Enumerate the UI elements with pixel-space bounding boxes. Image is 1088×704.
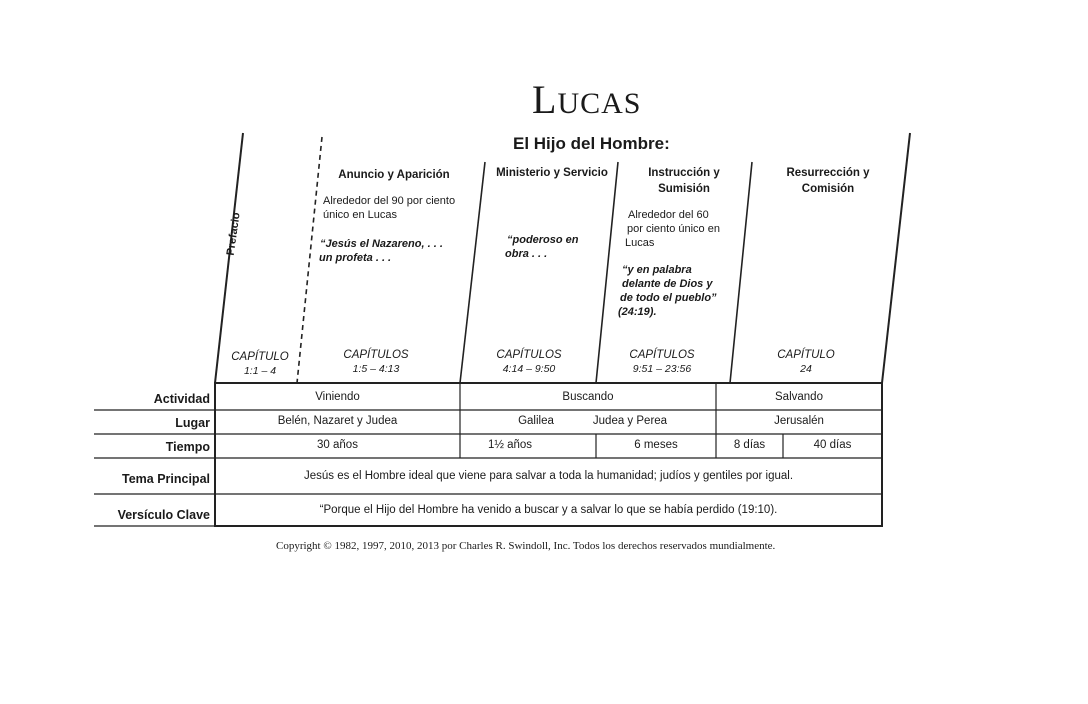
title-initial: L [532,77,558,122]
cell-lugar-judea-perea: Judea y Perea [592,415,668,427]
row-label-actividad: Actividad [153,392,210,406]
cell-tema-principal: Jesús es el Hombre ideal que viene para salvar a toda la humanidad; judíos y gentiles por igual. [303,470,794,482]
divider-anuncio [460,162,485,383]
cell-tiempo-30-anos: 30 años [317,439,358,451]
cell-lugar-galilea: Galilea [518,415,554,427]
cell-lugar-belen: Belén, Nazaret y Judea [277,415,398,427]
chapter-range: 24 [800,363,812,375]
quote-line: delante de Dios y [622,278,713,290]
row-label-versiculo: Versículo Clave [117,508,210,522]
section-head-resurreccion [780,165,876,197]
section-quote-ministerio [507,233,579,261]
chapter-range: 1:5 – 4:13 [352,363,400,375]
section-head-line: Anuncio y Aparición [338,169,450,181]
chapter-label: CAPÍTULO [231,351,289,363]
cell-tiempo-6-meses: 6 meses [634,439,678,451]
chapter-range: 4:14 – 9:50 [502,363,556,375]
section-desc-instruccion [625,208,720,250]
section-head-line: Instrucción y [648,167,720,179]
desc-line: Alrededor del 90 por ciento [323,195,456,207]
quote-line: obra . . . [505,248,548,260]
desc-line: por ciento único en [627,223,720,235]
section-head-line: Comisión [801,183,855,195]
divider-left-edge [215,133,243,383]
chapter-anuncio [336,348,416,376]
chapter-instruccion [622,348,702,376]
cell-tiempo-8-dias: 8 días [733,439,766,451]
title-rest: UCAS [557,87,642,120]
chapter-range: 9:51 – 23:56 [632,363,692,375]
chapter-label: CAPÍTULO [777,349,835,361]
desc-line: Alrededor del 60 [628,209,709,221]
cell-actividad-viniendo: Viniendo [315,391,360,403]
page-subtitle: El Hijo del Hombre: [513,134,670,153]
chapter-label: CAPÍTULOS [629,349,695,361]
section-head-line: Ministerio y Servicio [496,167,608,179]
section-head-instruccion [634,165,734,197]
cell-tiempo-40-dias: 40 días [813,439,852,451]
cell-tiempo-1-5-anos: 1½ años [487,439,533,451]
quote-line: “Jesús el Nazareno, . . . [320,238,443,250]
divider-ministerio [596,162,618,383]
row-label-tema: Tema Principal [122,472,210,486]
page-title [532,76,641,123]
section-head-anuncio [334,167,454,183]
prefacio-label: Prefacio [224,211,243,257]
quote-line: (24:19). [618,306,657,318]
section-head-line: Sumisión [658,183,710,195]
quote-line: un profeta . . . [319,252,392,264]
chapter-ministerio [489,348,569,376]
row-label-tiempo: Tiempo [165,440,210,454]
section-head-line: Resurrección y [786,167,870,179]
desc-line: Lucas [625,237,655,249]
row-label-lugar: Lugar [175,416,210,430]
cell-actividad-buscando: Buscando [562,391,614,403]
section-head-ministerio [490,165,614,181]
desc-line: único en Lucas [323,209,397,221]
chapter-prefacio [226,350,294,378]
divider-right-edge [882,133,910,383]
chapter-range: 1:1 – 4 [243,365,277,377]
quote-line: “poderoso en [507,234,579,246]
chapter-label: CAPÍTULOS [496,349,562,361]
quote-line: de todo el pueblo” [620,292,717,304]
section-quote-instruccion [618,263,717,319]
cell-lugar-jerusalen: Jerusalén [774,415,824,427]
copyright-notice: Copyright © 1982, 1997, 2010, 2013 por Charles R. Swindoll, Inc. Todos los derechos reservados mundialmente. [276,540,776,552]
cell-versiculo-clave: “Porque el Hijo del Hombre ha venido a buscar y a salvar lo que se había perdido (19:10). [319,504,778,516]
quote-line: “y en palabra [622,264,692,276]
section-desc-anuncio [323,194,455,222]
chapter-label: CAPÍTULOS [343,349,409,361]
chapter-resurreccion [766,348,846,376]
cell-actividad-salvando: Salvando [775,391,823,403]
section-quote-anuncio [320,237,443,265]
